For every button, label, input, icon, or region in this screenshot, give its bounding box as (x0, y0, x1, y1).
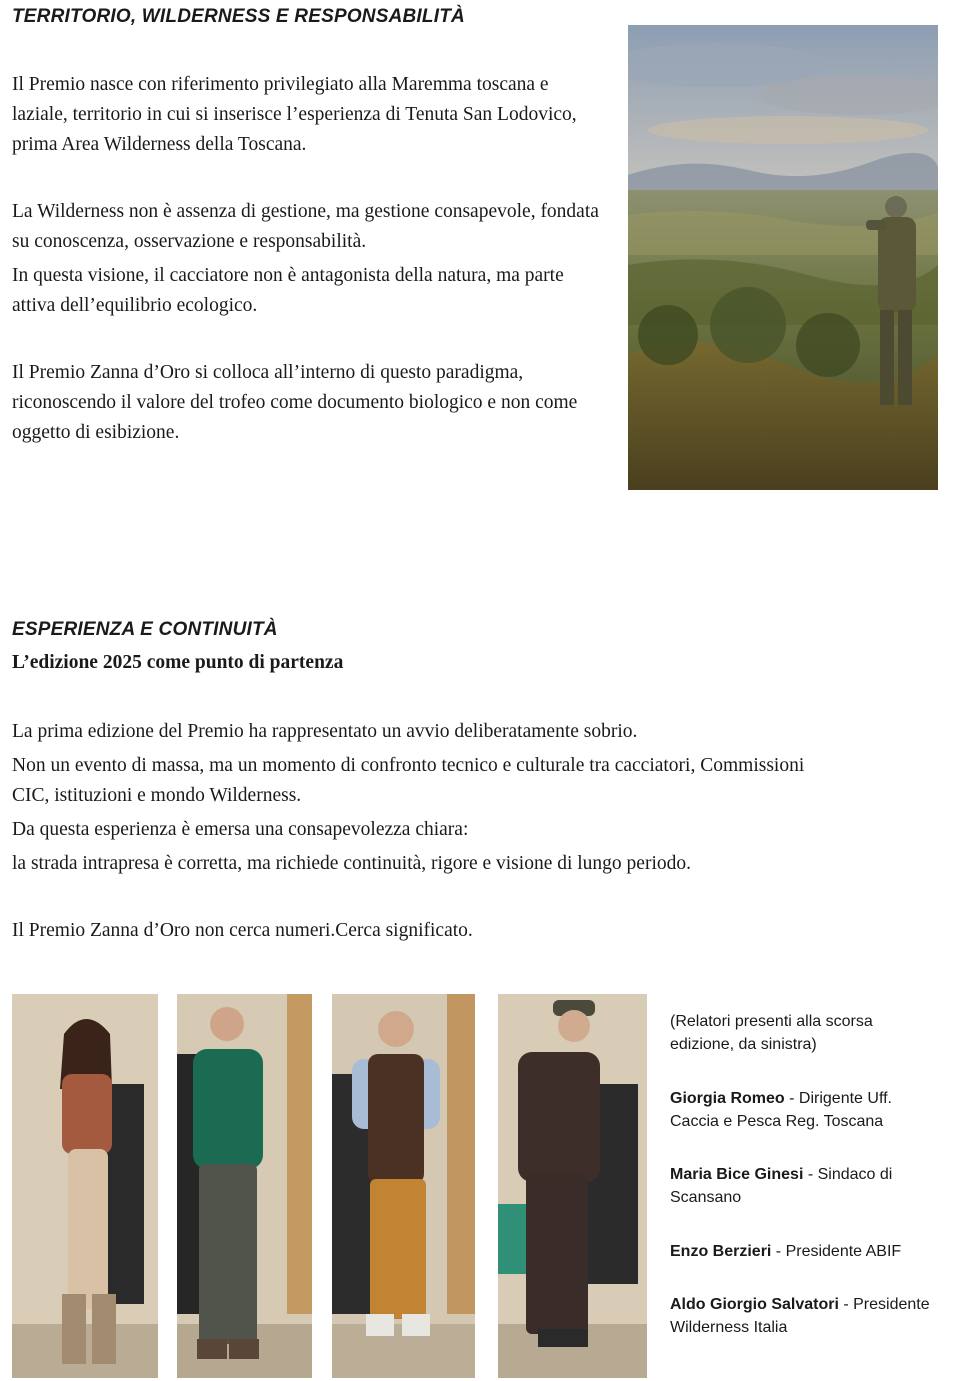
speaker-photo (332, 994, 475, 1378)
speaker-name: Enzo Berzieri (670, 1243, 772, 1260)
speaker-caption (670, 1240, 940, 1263)
speaker-name: Maria Bice Ginesi (670, 1166, 804, 1183)
paragraph: In questa visione, il cacciatore non è antagonista della natura, ma parte attiva dell’equilibrio ecologico. (12, 265, 564, 316)
paragraph: La prima edizione del Premio ha rappresentato un avvio deliberatamente sobrio. (12, 721, 638, 742)
paragraph: la strada intrapresa è corretta, ma richiede continuità, rigore e visione di lungo periodo. (12, 853, 691, 874)
speaker-name: Giorgia Romeo (670, 1090, 785, 1107)
landscape-photo (628, 25, 938, 490)
speaker-role: - Presidente Wilderness Italia (670, 1296, 930, 1336)
paragraph: Il Premio nasce con riferimento privilegiato alla Maremma toscana e laziale, territorio in cui si inserisce l’esperienza di Tenuta San Lodovico, prima Area Wilderness della Toscana. (12, 74, 577, 155)
caption-intro: (Relatori presenti alla scorsa edizione, da sinistra) (670, 1013, 873, 1053)
speaker-role: - Dirigente Uff. Caccia e Pesca Reg. Toscana (670, 1090, 892, 1130)
speaker-photo (177, 994, 312, 1378)
paragraph: Non un evento di massa, ma un momento di confronto tecnico e culturale tra cacciatori, Commissioni CIC, istituzioni e mondo Wilderness. (12, 755, 805, 806)
paragraph: Da questa esperienza è emersa una consapevolezza chiara: (12, 819, 469, 840)
section-title-territorio: TERRITORIO, WILDERNESS E RESPONSABILITÀ (12, 6, 465, 27)
speaker-caption (670, 1163, 940, 1209)
section2-text (12, 717, 912, 946)
speaker-caption (670, 1293, 940, 1339)
speaker-name: Aldo Giorgio Salvatori (670, 1296, 839, 1313)
paragraph: Il Premio Zanna d’Oro si colloca all’interno di questo paradigma, riconoscendo il valore del trofeo come documento biologico e non come oggetto di esibizione. (12, 362, 578, 443)
speaker-role: - Sindaco di Scansano (670, 1166, 893, 1206)
paragraph: La Wilderness non è assenza di gestione, ma gestione consapevole, fondata su conoscenza, osservazione e responsabilità. (12, 201, 599, 252)
section1-text (12, 70, 602, 448)
speaker-role: - Presidente ABIF (771, 1243, 902, 1260)
paragraph: Il Premio Zanna d’Oro non cerca numeri.Cerca significato. (12, 920, 473, 941)
section-title-esperienza: ESPERIENZA E CONTINUITÀ (12, 619, 278, 640)
speaker-caption (670, 1087, 940, 1133)
speaker-photo (12, 994, 158, 1378)
speaker-photo (498, 994, 647, 1378)
section-subtitle: L’edizione 2025 come punto di partenza (12, 652, 344, 673)
